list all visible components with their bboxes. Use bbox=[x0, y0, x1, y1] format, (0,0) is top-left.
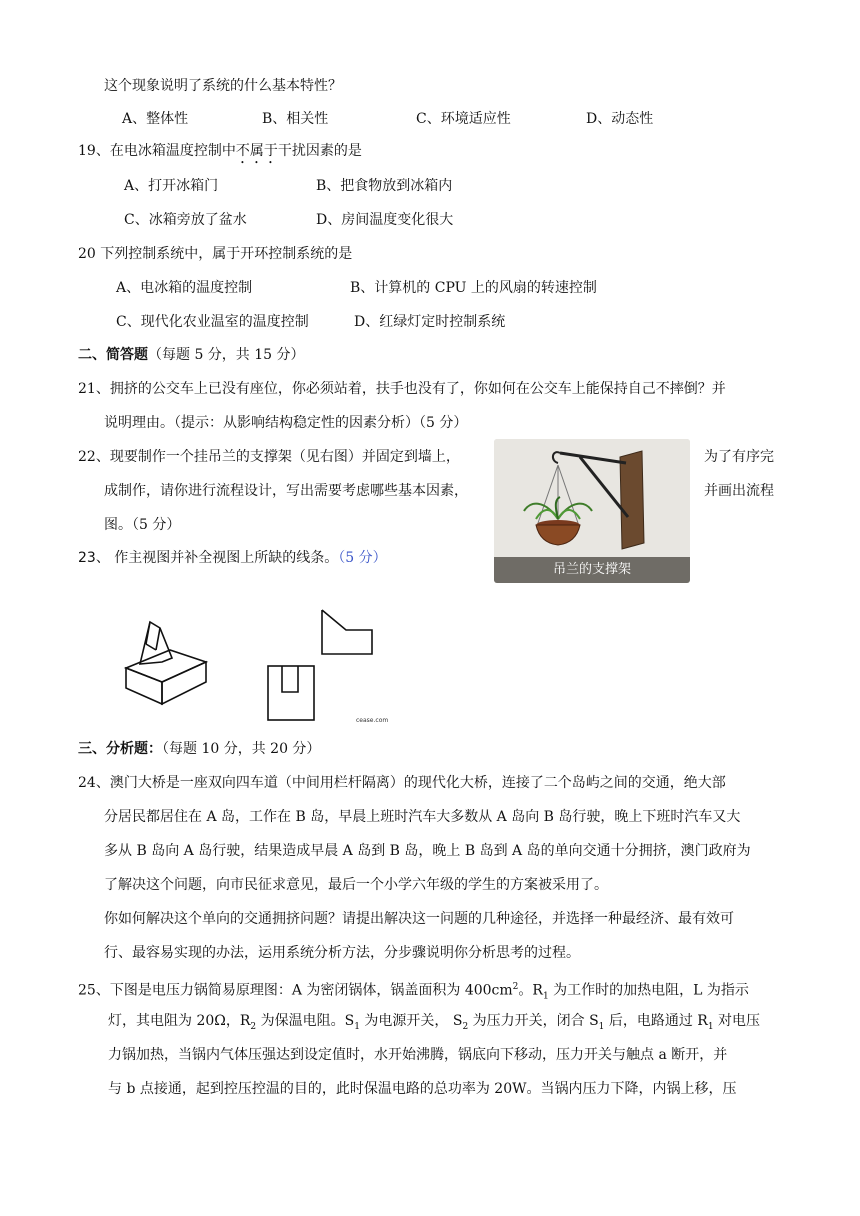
q20-option-a: A、电冰箱的温度控制 bbox=[116, 280, 253, 296]
q25-line1-b: 。R bbox=[518, 982, 543, 999]
q25-line2-sub1: 2 bbox=[250, 1021, 257, 1032]
q25-line2-sub2: 1 bbox=[354, 1021, 360, 1032]
q25-line2-sub3: 2 bbox=[462, 1021, 469, 1032]
q25-line4: 与 b 点接通，起到控压控温的目的，此时保温电路的总功率为 20W。当锅内压力下降，内锅上移，压 bbox=[108, 1081, 737, 1097]
q21-line1: 21、拥挤的公交车上已没有座位，你必须站着，扶手也没有了，你如何在公交车上能保持自己不摔倒？并 bbox=[78, 381, 726, 397]
photo-caption: 吊兰的支撑架 bbox=[552, 562, 631, 577]
three-view-drawing bbox=[110, 600, 410, 730]
q23-number: 23、 bbox=[78, 550, 110, 566]
section3-heading bbox=[78, 739, 320, 759]
q22-line2: 成制作，请你进行流程设计，写出需要考虑哪些基本因素， bbox=[104, 483, 468, 499]
q25-line2-b: 为保温电阻。S bbox=[256, 1013, 355, 1029]
q25-line2-e: 后，电路通过 R bbox=[604, 1013, 708, 1029]
section2-title: 二、简答题 bbox=[78, 347, 148, 363]
q25-line2-f: 对电压 bbox=[713, 1013, 761, 1029]
q24-line3: 多从 B 岛向 A 岛行驶，结果造成早晨 A 岛到 B 岛，晚上 B 岛到 A 岛的单向交通十分拥挤，澳门政府为 bbox=[104, 843, 751, 859]
q25-line2-sub5: 1 bbox=[707, 1021, 714, 1032]
q22-line3: 图。（5 分） bbox=[104, 517, 181, 533]
q24-line2: 分居民都居住在 A 岛，工作在 B 岛，早晨上班时汽车大多数从 A 岛向 B 岛行驶，晚上下班时汽车又大 bbox=[104, 809, 741, 825]
q25-line1-a: 25、下图是电压力锅简易原理图：A 为密闭锅体，锅盖面积为 400cm bbox=[78, 982, 513, 999]
section2-heading bbox=[78, 345, 305, 365]
q24-line5: 你如何解决这个单向的交通拥挤问题？请提出解决这一问题的几种途径，并选择一种最经济、最有效可 bbox=[104, 911, 734, 927]
q18-option-c: C、环境适应性 bbox=[416, 111, 511, 127]
q20-option-b: B、计算机的 CPU 上的风扇的转速控制 bbox=[350, 280, 597, 296]
q20-option-c: C、现代化农业温室的温度控制 bbox=[116, 314, 309, 330]
q19-stem bbox=[78, 141, 362, 167]
q23-score: （5 分） bbox=[338, 550, 387, 566]
q21-line2: 说明理由。（提示：从影响结构稳定性的因素分析）（5 分） bbox=[104, 415, 468, 431]
q18-stem: 这个现象说明了系统的什么基本特性？ bbox=[104, 78, 342, 94]
section2-note: （每题 5 分，共 15 分） bbox=[148, 347, 305, 363]
q20-option-d: D、红绿灯定时控制系统 bbox=[354, 314, 506, 330]
q24-line4: 了解决这个问题，向市民征求意见，最后一个小学六年级的学生的方案被采用了。 bbox=[104, 877, 608, 893]
q19-option-b: B、把食物放到冰箱内 bbox=[316, 178, 453, 194]
q18-option-a: A、整体性 bbox=[122, 111, 189, 127]
section3-title: 三、分析题： bbox=[78, 741, 162, 757]
q18-option-b: B、相关性 bbox=[262, 111, 329, 127]
q25-line2 bbox=[108, 1011, 760, 1037]
q18-option-d: D、动态性 bbox=[586, 111, 654, 127]
q25-line1-sup: 2 bbox=[512, 982, 519, 992]
q19-stem-suffix: 干扰因素的是 bbox=[277, 143, 362, 159]
q19-option-c: C、冰箱旁放了盆水 bbox=[124, 212, 247, 228]
q25-line1-c: 为工作时的加热电阻，L 为指示 bbox=[548, 982, 749, 999]
q22-line1: 22、现要制作一个挂吊兰的支撑架（见右图）并固定到墙上， bbox=[78, 449, 460, 465]
q22-line1-right: 为了有序完 bbox=[704, 449, 774, 465]
q19-stem-emphasis: 不属于 bbox=[235, 143, 278, 159]
q25-line1 bbox=[78, 977, 749, 1006]
q23-text: 作主视图并补全视图上所缺的线条。 bbox=[114, 550, 339, 566]
q25-line2-d: 为压力开关，闭合 S bbox=[468, 1013, 599, 1029]
section3-note: （每题 10 分，共 20 分） bbox=[162, 741, 321, 757]
q24-line6: 行、最容易实现的办法，运用系统分析方法，分步骤说明你分析思考的过程。 bbox=[104, 945, 580, 961]
q25-line3: 力锅加热，当锅内气体压强达到设定值时，水开始沸腾，锅底向下移动，压力开关与触点 a 断开，并 bbox=[108, 1047, 728, 1063]
orthographic-views-svg bbox=[110, 600, 410, 730]
q25-line2-c: 为电源开关， S bbox=[359, 1013, 463, 1029]
q20-stem: 20 下列控制系统中，属于开环控制系统的是 bbox=[78, 246, 353, 262]
q25-line2-sub4: 1 bbox=[598, 1021, 605, 1032]
q24-line1: 24、澳门大桥是一座双向四车道（中间用栏杆隔离）的现代化大桥，连接了二个岛屿之间的交通，绝大部 bbox=[78, 775, 726, 791]
watermark: cease.com bbox=[356, 717, 389, 724]
q23-line bbox=[78, 548, 387, 568]
q25-line2-a: 灯，其电阻为 20Ω，R bbox=[108, 1013, 251, 1029]
q19-stem-prefix: 19、在电冰箱温度控制中 bbox=[78, 143, 236, 159]
q22-line2-right: 并画出流程 bbox=[704, 483, 774, 499]
q19-option-a: A、打开冰箱门 bbox=[124, 178, 219, 194]
q19-option-d: D、房间温度变化很大 bbox=[316, 212, 454, 228]
orchid-bracket-photo bbox=[494, 439, 690, 583]
q25-line1-sub: 1 bbox=[542, 991, 549, 1002]
